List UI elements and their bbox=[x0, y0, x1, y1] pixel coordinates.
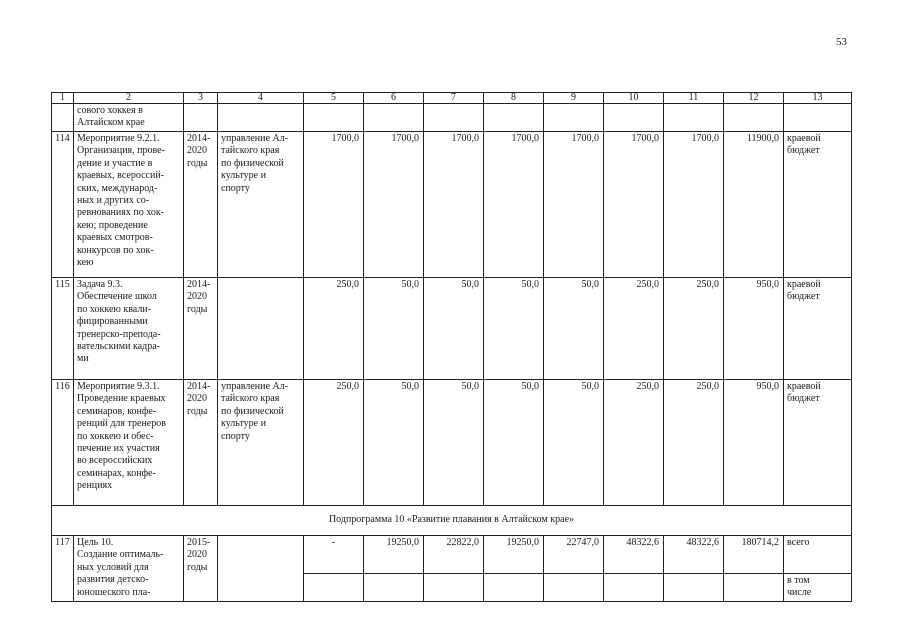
cell-line: в том bbox=[787, 575, 810, 586]
cell-line: печение их участия bbox=[77, 443, 160, 455]
cell-line: Алтайском крае bbox=[77, 117, 145, 129]
header-cell: 1 bbox=[52, 93, 74, 104]
funding-source bbox=[784, 104, 852, 132]
header-cell: 8 bbox=[484, 93, 544, 104]
cell-line: управление Ал- bbox=[221, 381, 288, 392]
executor-cell bbox=[218, 104, 304, 132]
table-row bbox=[52, 132, 852, 278]
cell-line: краевых, всероссий- bbox=[77, 170, 164, 182]
header-cell: 7 bbox=[424, 93, 484, 104]
value-cell: 250,0 bbox=[304, 380, 364, 506]
measure-name bbox=[74, 380, 184, 506]
period-cell bbox=[184, 104, 218, 132]
value-cell: 50,0 bbox=[484, 380, 544, 506]
funding-source bbox=[784, 132, 852, 278]
cell-line: тренерско-препода- bbox=[77, 328, 161, 340]
value-cell bbox=[604, 104, 664, 132]
cell-line: конкурсов по хок- bbox=[77, 244, 154, 256]
value-cell: - bbox=[304, 536, 364, 574]
value-cell: 950,0 bbox=[724, 278, 784, 380]
cell-line: кею bbox=[77, 257, 94, 269]
value-cell: 1700,0 bbox=[604, 132, 664, 278]
value-cell: 50,0 bbox=[364, 380, 424, 506]
cell-line: сового хоккея в bbox=[77, 105, 143, 116]
cell-line: Проведение краевых bbox=[77, 393, 166, 405]
cell-line: по хоккею и обес- bbox=[77, 430, 154, 442]
cell-line: во всероссийских bbox=[77, 455, 153, 467]
value-cell: 250,0 bbox=[604, 380, 664, 506]
cell-line: годы bbox=[187, 157, 208, 169]
header-row bbox=[52, 93, 852, 104]
cell-line: ревнованиях по хок- bbox=[77, 207, 165, 219]
cell-line: ных и других со- bbox=[77, 195, 150, 207]
cell-line: тайского края bbox=[221, 145, 280, 157]
page-number: 53 bbox=[836, 36, 847, 48]
value-cell bbox=[364, 104, 424, 132]
value-cell: 48322,6 bbox=[664, 536, 724, 574]
cell-line: вательскими кадра- bbox=[77, 341, 160, 353]
funding-source: всего bbox=[784, 536, 852, 574]
value-cell: 1700,0 bbox=[364, 132, 424, 278]
cell-line: годы bbox=[187, 405, 208, 417]
value-cell: 950,0 bbox=[724, 380, 784, 506]
cell-line: краевой bbox=[787, 133, 821, 144]
cell-line: ных условий для bbox=[77, 561, 149, 573]
funding-source bbox=[784, 278, 852, 380]
value-cell: 50,0 bbox=[484, 278, 544, 380]
cell-line: семинарах, конфе- bbox=[77, 467, 156, 479]
value-cell: 1700,0 bbox=[304, 132, 364, 278]
cell-line: развития детско- bbox=[77, 574, 149, 586]
cell-line: 2015- bbox=[187, 537, 211, 548]
cell-line: по хоккею квали- bbox=[77, 303, 151, 315]
value-cell: 1700,0 bbox=[424, 132, 484, 278]
value-cell: 50,0 bbox=[424, 278, 484, 380]
executor-cell bbox=[218, 380, 304, 506]
executor-cell bbox=[218, 278, 304, 380]
cell-line: по физической bbox=[221, 405, 284, 417]
value-cell: 19250,0 bbox=[364, 536, 424, 574]
value-cell: 1700,0 bbox=[484, 132, 544, 278]
cell-line: ми bbox=[77, 353, 89, 365]
value-cell bbox=[304, 574, 364, 602]
row-number bbox=[52, 104, 74, 132]
row-number: 115 bbox=[52, 278, 74, 380]
value-cell: 50,0 bbox=[424, 380, 484, 506]
value-cell bbox=[604, 574, 664, 602]
value-cell: 19250,0 bbox=[484, 536, 544, 574]
period-cell bbox=[184, 278, 218, 380]
row-number: 116 bbox=[52, 380, 74, 506]
header-cell: 4 bbox=[218, 93, 304, 104]
cell-line: Задача 9.3. bbox=[77, 279, 123, 290]
cell-line: Создание оптималь- bbox=[77, 549, 164, 561]
value-cell: 180714,2 bbox=[724, 536, 784, 574]
cell-line: годы bbox=[187, 303, 208, 315]
header-cell: 10 bbox=[604, 93, 664, 104]
value-cell: 50,0 bbox=[544, 380, 604, 506]
measure-name bbox=[74, 278, 184, 380]
value-cell bbox=[664, 104, 724, 132]
cell-line: 2014- bbox=[187, 381, 211, 392]
cell-line: культуре и bbox=[221, 170, 266, 182]
value-cell: 1700,0 bbox=[544, 132, 604, 278]
cell-line: 2014- bbox=[187, 133, 211, 144]
value-cell bbox=[424, 574, 484, 602]
header-cell: 12 bbox=[724, 93, 784, 104]
cell-line: ренций для тренеров bbox=[77, 418, 166, 430]
value-cell bbox=[724, 574, 784, 602]
executor-cell bbox=[218, 536, 304, 602]
table-row bbox=[52, 278, 852, 380]
cell-line: семинаров, конфе- bbox=[77, 405, 157, 417]
measure-name bbox=[74, 104, 184, 132]
value-cell bbox=[484, 104, 544, 132]
cell-line: фицированными bbox=[77, 316, 148, 328]
value-cell: 1700,0 bbox=[664, 132, 724, 278]
cell-line: ренциях bbox=[77, 480, 113, 492]
value-cell bbox=[544, 104, 604, 132]
cell-line: культуре и bbox=[221, 418, 266, 430]
subprogram-row bbox=[52, 506, 852, 536]
cell-line: краевой bbox=[787, 279, 821, 290]
value-cell bbox=[484, 574, 544, 602]
cell-line: краевой bbox=[787, 381, 821, 392]
value-cell bbox=[364, 574, 424, 602]
value-cell: 11900,0 bbox=[724, 132, 784, 278]
cell-line: Мероприятие 9.2.1. bbox=[77, 133, 160, 144]
subprogram-title: Подпрограмма 10 «Развитие плавания в Алтайском крае» bbox=[52, 506, 852, 536]
table-row bbox=[52, 104, 852, 132]
cell-line: краевых смотров- bbox=[77, 232, 153, 244]
value-cell: 250,0 bbox=[664, 380, 724, 506]
value-cell bbox=[724, 104, 784, 132]
cell-line: дение и участие в bbox=[77, 157, 153, 169]
funding-source bbox=[784, 574, 852, 602]
header-cell: 13 bbox=[784, 93, 852, 104]
value-cell: 22822,0 bbox=[424, 536, 484, 574]
cell-line: Обеспечение школ bbox=[77, 291, 157, 303]
value-cell bbox=[424, 104, 484, 132]
value-cell: 250,0 bbox=[304, 278, 364, 380]
value-cell: 250,0 bbox=[664, 278, 724, 380]
value-cell: 22747,0 bbox=[544, 536, 604, 574]
cell-line: бюджет bbox=[787, 291, 820, 303]
header-cell: 2 bbox=[74, 93, 184, 104]
cell-line: Цель 10. bbox=[77, 537, 114, 548]
cell-line: Мероприятие 9.3.1. bbox=[77, 381, 160, 392]
header-cell: 9 bbox=[544, 93, 604, 104]
period-cell bbox=[184, 380, 218, 506]
value-cell bbox=[664, 574, 724, 602]
cell-line: спорту bbox=[221, 182, 250, 194]
value-cell: 50,0 bbox=[364, 278, 424, 380]
cell-line: числе bbox=[787, 587, 812, 599]
measure-name bbox=[74, 132, 184, 278]
header-cell: 6 bbox=[364, 93, 424, 104]
table-row bbox=[52, 536, 852, 574]
header-cell: 11 bbox=[664, 93, 724, 104]
funding-source bbox=[784, 380, 852, 506]
cell-line: бюджет bbox=[787, 393, 820, 405]
cell-line: ских, международ- bbox=[77, 182, 158, 194]
cell-line: Организация, прове- bbox=[77, 145, 165, 157]
cell-line: 2014- bbox=[187, 279, 211, 290]
row-number: 117 bbox=[52, 536, 74, 602]
value-cell bbox=[544, 574, 604, 602]
cell-line: по физической bbox=[221, 157, 284, 169]
cell-line: годы bbox=[187, 561, 208, 573]
cell-line: 2020 bbox=[187, 393, 207, 405]
value-cell: 50,0 bbox=[544, 278, 604, 380]
cell-line: 2020 bbox=[187, 549, 207, 561]
cell-line: спорту bbox=[221, 430, 250, 442]
cell-line: юношеского пла- bbox=[77, 586, 151, 598]
header-cell: 3 bbox=[184, 93, 218, 104]
cell-line: управление Ал- bbox=[221, 133, 288, 144]
executor-cell bbox=[218, 132, 304, 278]
budget-table bbox=[51, 92, 852, 602]
value-cell: 48322,6 bbox=[604, 536, 664, 574]
measure-name bbox=[74, 536, 184, 602]
value-cell: 250,0 bbox=[604, 278, 664, 380]
cell-line: 2020 bbox=[187, 145, 207, 157]
period-cell bbox=[184, 536, 218, 602]
cell-line: кею; проведение bbox=[77, 219, 148, 231]
cell-line: тайского края bbox=[221, 393, 280, 405]
value-cell bbox=[304, 104, 364, 132]
table-row bbox=[52, 380, 852, 506]
cell-line: бюджет bbox=[787, 145, 820, 157]
row-number: 114 bbox=[52, 132, 74, 278]
period-cell bbox=[184, 132, 218, 278]
cell-line: 2020 bbox=[187, 291, 207, 303]
header-cell: 5 bbox=[304, 93, 364, 104]
